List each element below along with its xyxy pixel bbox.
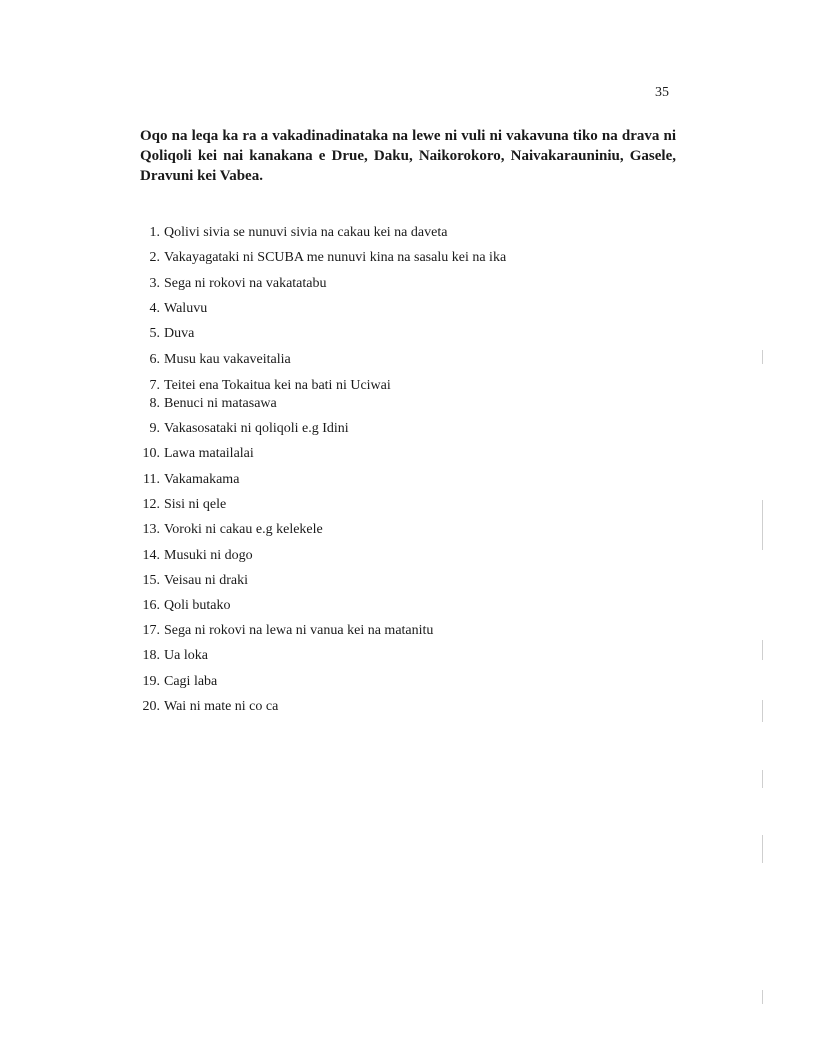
list-item-text: Sega ni rokovi na lewa ni vanua kei na matanitu (164, 623, 434, 638)
list-item-text: Musuki ni dogo (164, 548, 253, 563)
list-item-number: 17. (142, 623, 160, 638)
list-item-number: 12. (142, 497, 160, 512)
list-item (130, 249, 506, 267)
list-item-number: 5. (149, 326, 160, 341)
scan-artifact (762, 700, 763, 722)
list-item-number: 10. (142, 446, 160, 461)
list-item-number: 9. (149, 421, 160, 436)
list-item-text: Musu kau vakaveitalia (164, 352, 291, 367)
heading-line-3: Dravuni kei Vabea. (140, 168, 263, 184)
list-item-number: 6. (149, 352, 160, 367)
list-item (130, 325, 194, 343)
list-item (130, 673, 217, 691)
list-item (130, 521, 323, 539)
list-item-number: 16. (142, 598, 160, 613)
list-item-text: Benuci ni matasawa (164, 396, 277, 411)
list-item-text: Qoli butako (164, 598, 231, 613)
list-item (130, 572, 248, 590)
list-item-text: Veisau ni draki (164, 573, 248, 588)
list-item-text: Vakayagataki ni SCUBA me nunuvi kina na sasalu kei na ika (164, 250, 507, 265)
list-item-number: 1. (149, 225, 160, 240)
list-item-number: 14. (142, 548, 160, 563)
list-item (130, 496, 226, 514)
list-item-text: Teitei ena Tokaitua kei na bati ni Uciwai (164, 378, 391, 393)
list-item-number: 11. (143, 472, 160, 487)
list-item (130, 622, 433, 640)
scan-artifact (762, 350, 763, 364)
list-item-number: 4. (149, 301, 160, 316)
list-item-text: Voroki ni cakau e.g kelekele (164, 522, 323, 537)
list-item (130, 698, 278, 716)
section-heading (140, 126, 676, 186)
list-item-text: Waluvu (164, 301, 208, 316)
scan-artifact (762, 640, 763, 660)
list-item-text: Sega ni rokovi na vakatatabu (164, 276, 327, 291)
list-item (130, 647, 208, 665)
list-item (130, 597, 231, 615)
list-item (130, 547, 253, 565)
list-item (130, 420, 349, 438)
list-item-text: Vakasosataki ni qoliqoli e.g Idini (164, 421, 349, 436)
list-item-number: 13. (142, 522, 160, 537)
list-item (130, 395, 277, 413)
page-number: 35 (655, 85, 669, 100)
list-item-text: Lawa matailalai (164, 446, 254, 461)
list-item-text: Wai ni mate ni co ca (164, 699, 279, 714)
list-item-text: Vakamakama (164, 472, 240, 487)
list-item (130, 224, 447, 242)
list-item-text: Sisi ni qele (164, 497, 227, 512)
scan-artifact (762, 770, 763, 788)
heading-line-1: Oqo na leqa ka ra a vakadinadinataka na lewe ni vuli ni vakavuna tiko na drava ni (140, 128, 676, 144)
list-item-text: Cagi laba (164, 674, 218, 689)
list-item-text: Qolivi sivia se nunuvi sivia na cakau kei na daveta (164, 225, 448, 240)
list-item (130, 445, 254, 463)
list-item-text: Duva (164, 326, 195, 341)
list-item-number: 18. (142, 648, 160, 663)
list-item-number: 8. (149, 396, 160, 411)
list-item (130, 275, 327, 293)
list-item-number: 19. (142, 674, 160, 689)
heading-line-2: Qoliqoli kei nai kanakana e Drue, Daku, Naikorokoro, Naivakarauniniu, Gasele, (140, 148, 676, 164)
list-item (130, 300, 207, 318)
list-item-text: Ua loka (164, 648, 208, 663)
list-item-number: 7. (149, 378, 160, 393)
list-item-number: 15. (142, 573, 160, 588)
list-item-number: 3. (149, 276, 160, 291)
scan-artifact (762, 990, 763, 1004)
scan-artifact (762, 835, 763, 863)
list-item (130, 471, 239, 489)
list-item (130, 351, 291, 369)
list-item-number: 20. (142, 699, 160, 714)
scan-artifact (762, 500, 763, 550)
list-item (130, 377, 391, 395)
list-item-number: 2. (149, 250, 160, 265)
